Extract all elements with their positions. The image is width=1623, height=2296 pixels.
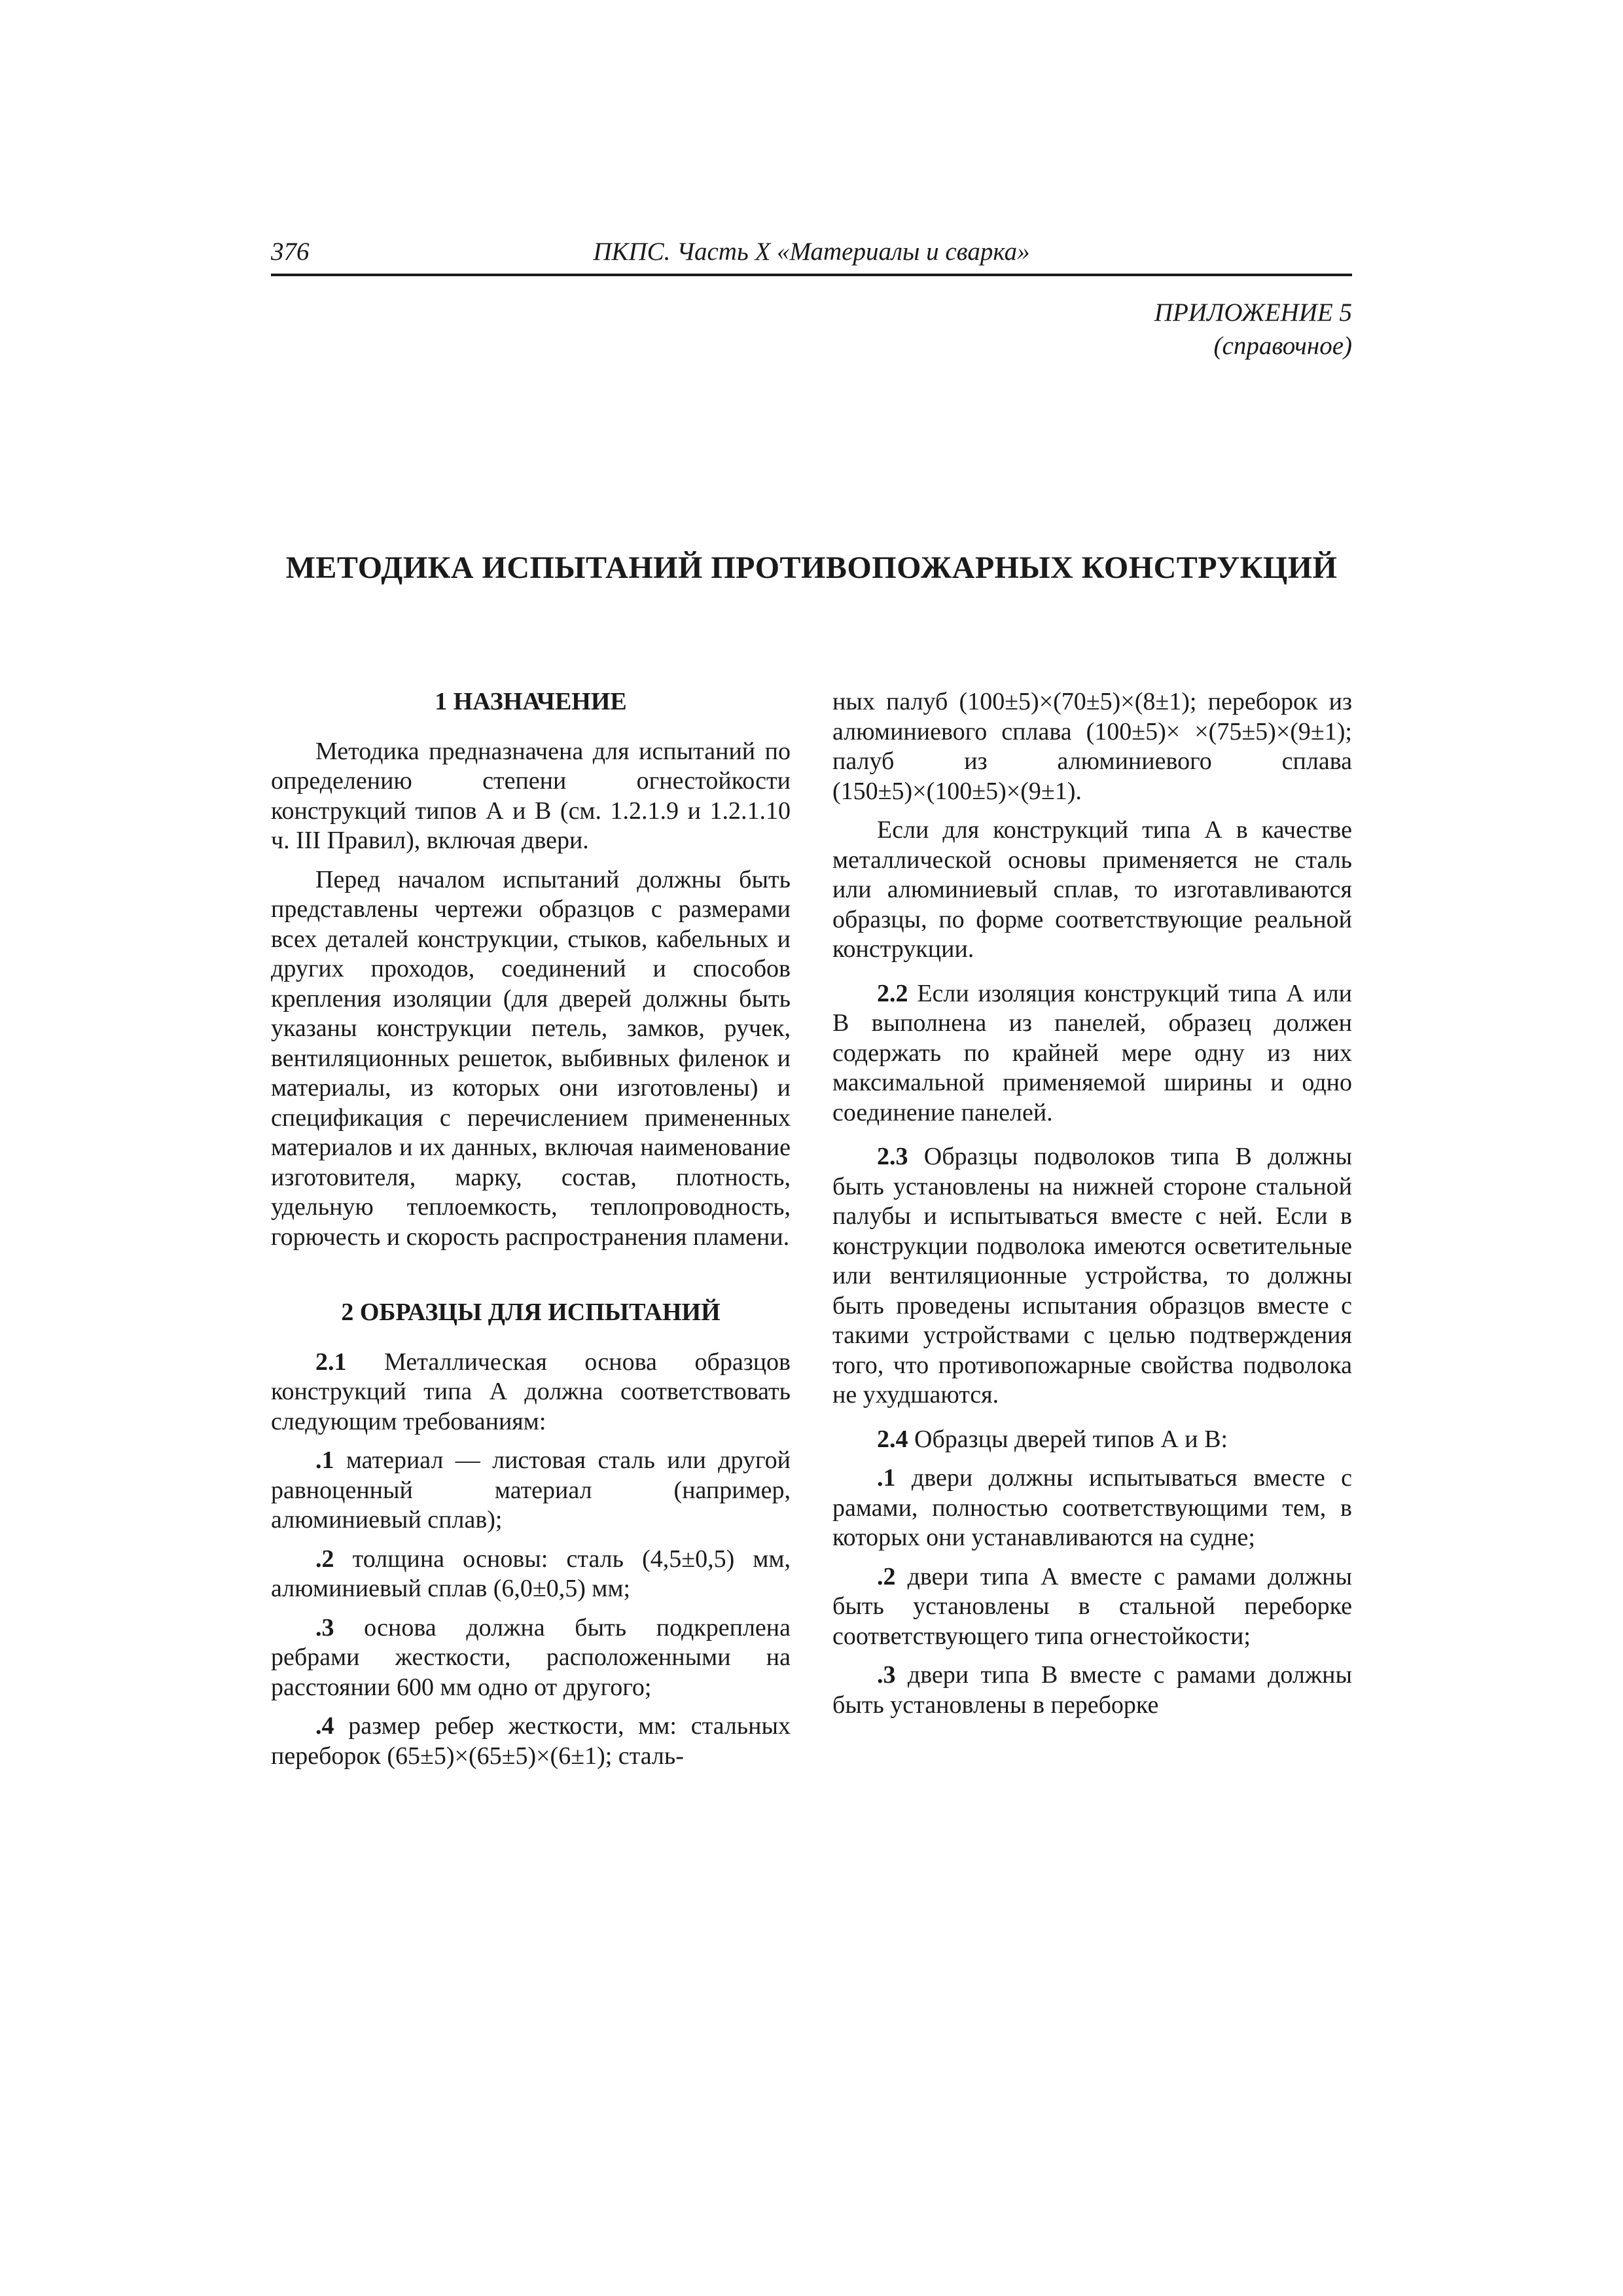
clause-2-4	[832, 1425, 1352, 1455]
item-2-1-1-number: .1	[315, 1446, 334, 1474]
item-2-1-1-text: материал — листовая сталь или другой равноценный материал (например, алюминиевый сплав);	[271, 1446, 791, 1534]
appendix-number: ПРИЛОЖЕНИЕ 5	[1154, 298, 1352, 327]
clause-2-1-number: 2.1	[315, 1348, 347, 1376]
item-2-4-2-number: .2	[877, 1562, 896, 1590]
clause-2-4-text: Образцы дверей типов А и В:	[908, 1425, 1228, 1453]
clause-2-3	[832, 1142, 1352, 1410]
clause-2-1	[271, 1348, 791, 1437]
clause-2-2-text: Если изоляция конструкций типа А или В выполнена из панелей, образец должен содержать по крайней мере одну из них максимальной применяемой ширины и одно соединение панелей.	[832, 979, 1352, 1126]
appendix-note: (справочное)	[1213, 332, 1352, 360]
item-2-1-2	[271, 1545, 791, 1604]
item-2-1-3-number: .3	[315, 1613, 334, 1641]
clause-2-3-number: 2.3	[877, 1143, 908, 1170]
page-number: 376	[271, 238, 310, 266]
appendix-label	[1154, 296, 1352, 363]
item-2-4-2	[832, 1562, 1352, 1652]
item-2-1-2-text: толщина основы: сталь (4,5±0,5) мм, алюминиевый сплав (6,0±0,5) мм;	[271, 1545, 791, 1602]
paragraph-other-materials: Если для конструкций типа А в качестве металлической основы применяется не сталь или алюминиевый сплав, то изготавливаются образцы, по форме соответствующие реальной конструкции.	[832, 816, 1352, 963]
item-2-4-3	[832, 1660, 1352, 1720]
section-1-paragraph-2: Перед началом испытаний должны быть представлены чертежи образцов с размерами всех деталей конструкции, стыков, кабельных и других проходов, соединений и способов крепления изоляции (для дверей должны быть указаны конструкции петель, замков, ручек, вентиляционных решеток, выбивных филенок и материалы, из которых они изготовлены) и спецификация с перечислением примененных материалов и их данных, включая наименование изготовителя, марку, состав, плотность, удельную теплоемкость, теплопроводность, горючесть и скорость распространения пламени.	[271, 865, 791, 1251]
clause-2-2	[832, 979, 1352, 1128]
item-2-1-4-text: размер ребер жесткости, мм: стальных переборок (65±5)×(65±5)×(6±1); сталь-	[271, 1712, 791, 1770]
running-title: ПКПС. Часть X «Материалы и сварка»	[593, 238, 1030, 266]
document-title: МЕТОДИКА ИСПЫТАНИЙ ПРОТИВОПОЖАРНЫХ КОНСТРУКЦИЙ	[285, 550, 1338, 585]
page-header	[271, 237, 1352, 276]
right-column	[832, 687, 1352, 1720]
item-2-1-4-number: .4	[315, 1712, 334, 1740]
item-2-1-3-text: основа должна быть подкреплена ребрами жесткости, расположенными на расстоянии 600 мм одно от другого;	[271, 1613, 791, 1701]
item-2-1-3	[271, 1613, 791, 1703]
clause-2-2-number: 2.2	[877, 979, 908, 1007]
section-1-paragraph-1: Методика предназначена для испытаний по определению степени огнестойкости конструкций типов А и В (см. 1.2.1.9 и 1.2.1.10 ч. III Правил), включая двери.	[271, 737, 791, 854]
left-column	[271, 687, 791, 1771]
section-1-heading: 1 НАЗНАЧЕНИЕ	[435, 688, 627, 715]
clause-2-1-text: Металлическая основа образцов конструкций типа А должна соответствовать следующим требованиям:	[271, 1348, 791, 1435]
item-2-4-1-text: двери должны испытываться вместе с рамами, полностью соответствующими тем, в которых они устанавливаются на судне;	[832, 1464, 1352, 1551]
item-2-1-4-continuation: ных палуб (100±5)×(70±5)×(8±1); переборок из алюминиевого сплава (100±5)× ×(75±5)×(9±1); палуб из алюминиевого сплава (150±5)×(100±5)×(9±1).	[832, 688, 1352, 805]
clause-2-4-number: 2.4	[877, 1425, 908, 1453]
item-2-4-2-text: двери типа А вместе с рамами должны быть установлены в стальной переборке соответствующего типа огнестойкости;	[832, 1562, 1352, 1650]
clause-2-3-text: Образцы подволоков типа В должны быть установлены на нижней стороне стальной палубы и испытываться вместе с ней. Если в конструкции подволока имеются осветительные или вентиляционные устройства, то должны быть проведены испытания образцов вместе с такими устройствами с целью подтверждения того, что противопожарные свойства подволока не ухудшаются.	[832, 1143, 1352, 1408]
item-2-4-1	[832, 1463, 1352, 1553]
item-2-4-3-number: .3	[877, 1661, 896, 1689]
section-2-heading: 2 ОБРАЗЦЫ ДЛЯ ИСПЫТАНИЙ	[341, 1299, 721, 1326]
item-2-4-3-text: двери типа В вместе с рамами должны быть установлены в переборке	[832, 1661, 1352, 1719]
item-2-1-2-number: .2	[315, 1545, 334, 1573]
item-2-1-1	[271, 1446, 791, 1535]
item-2-1-4	[271, 1712, 791, 1771]
item-2-4-1-number: .1	[877, 1464, 896, 1492]
